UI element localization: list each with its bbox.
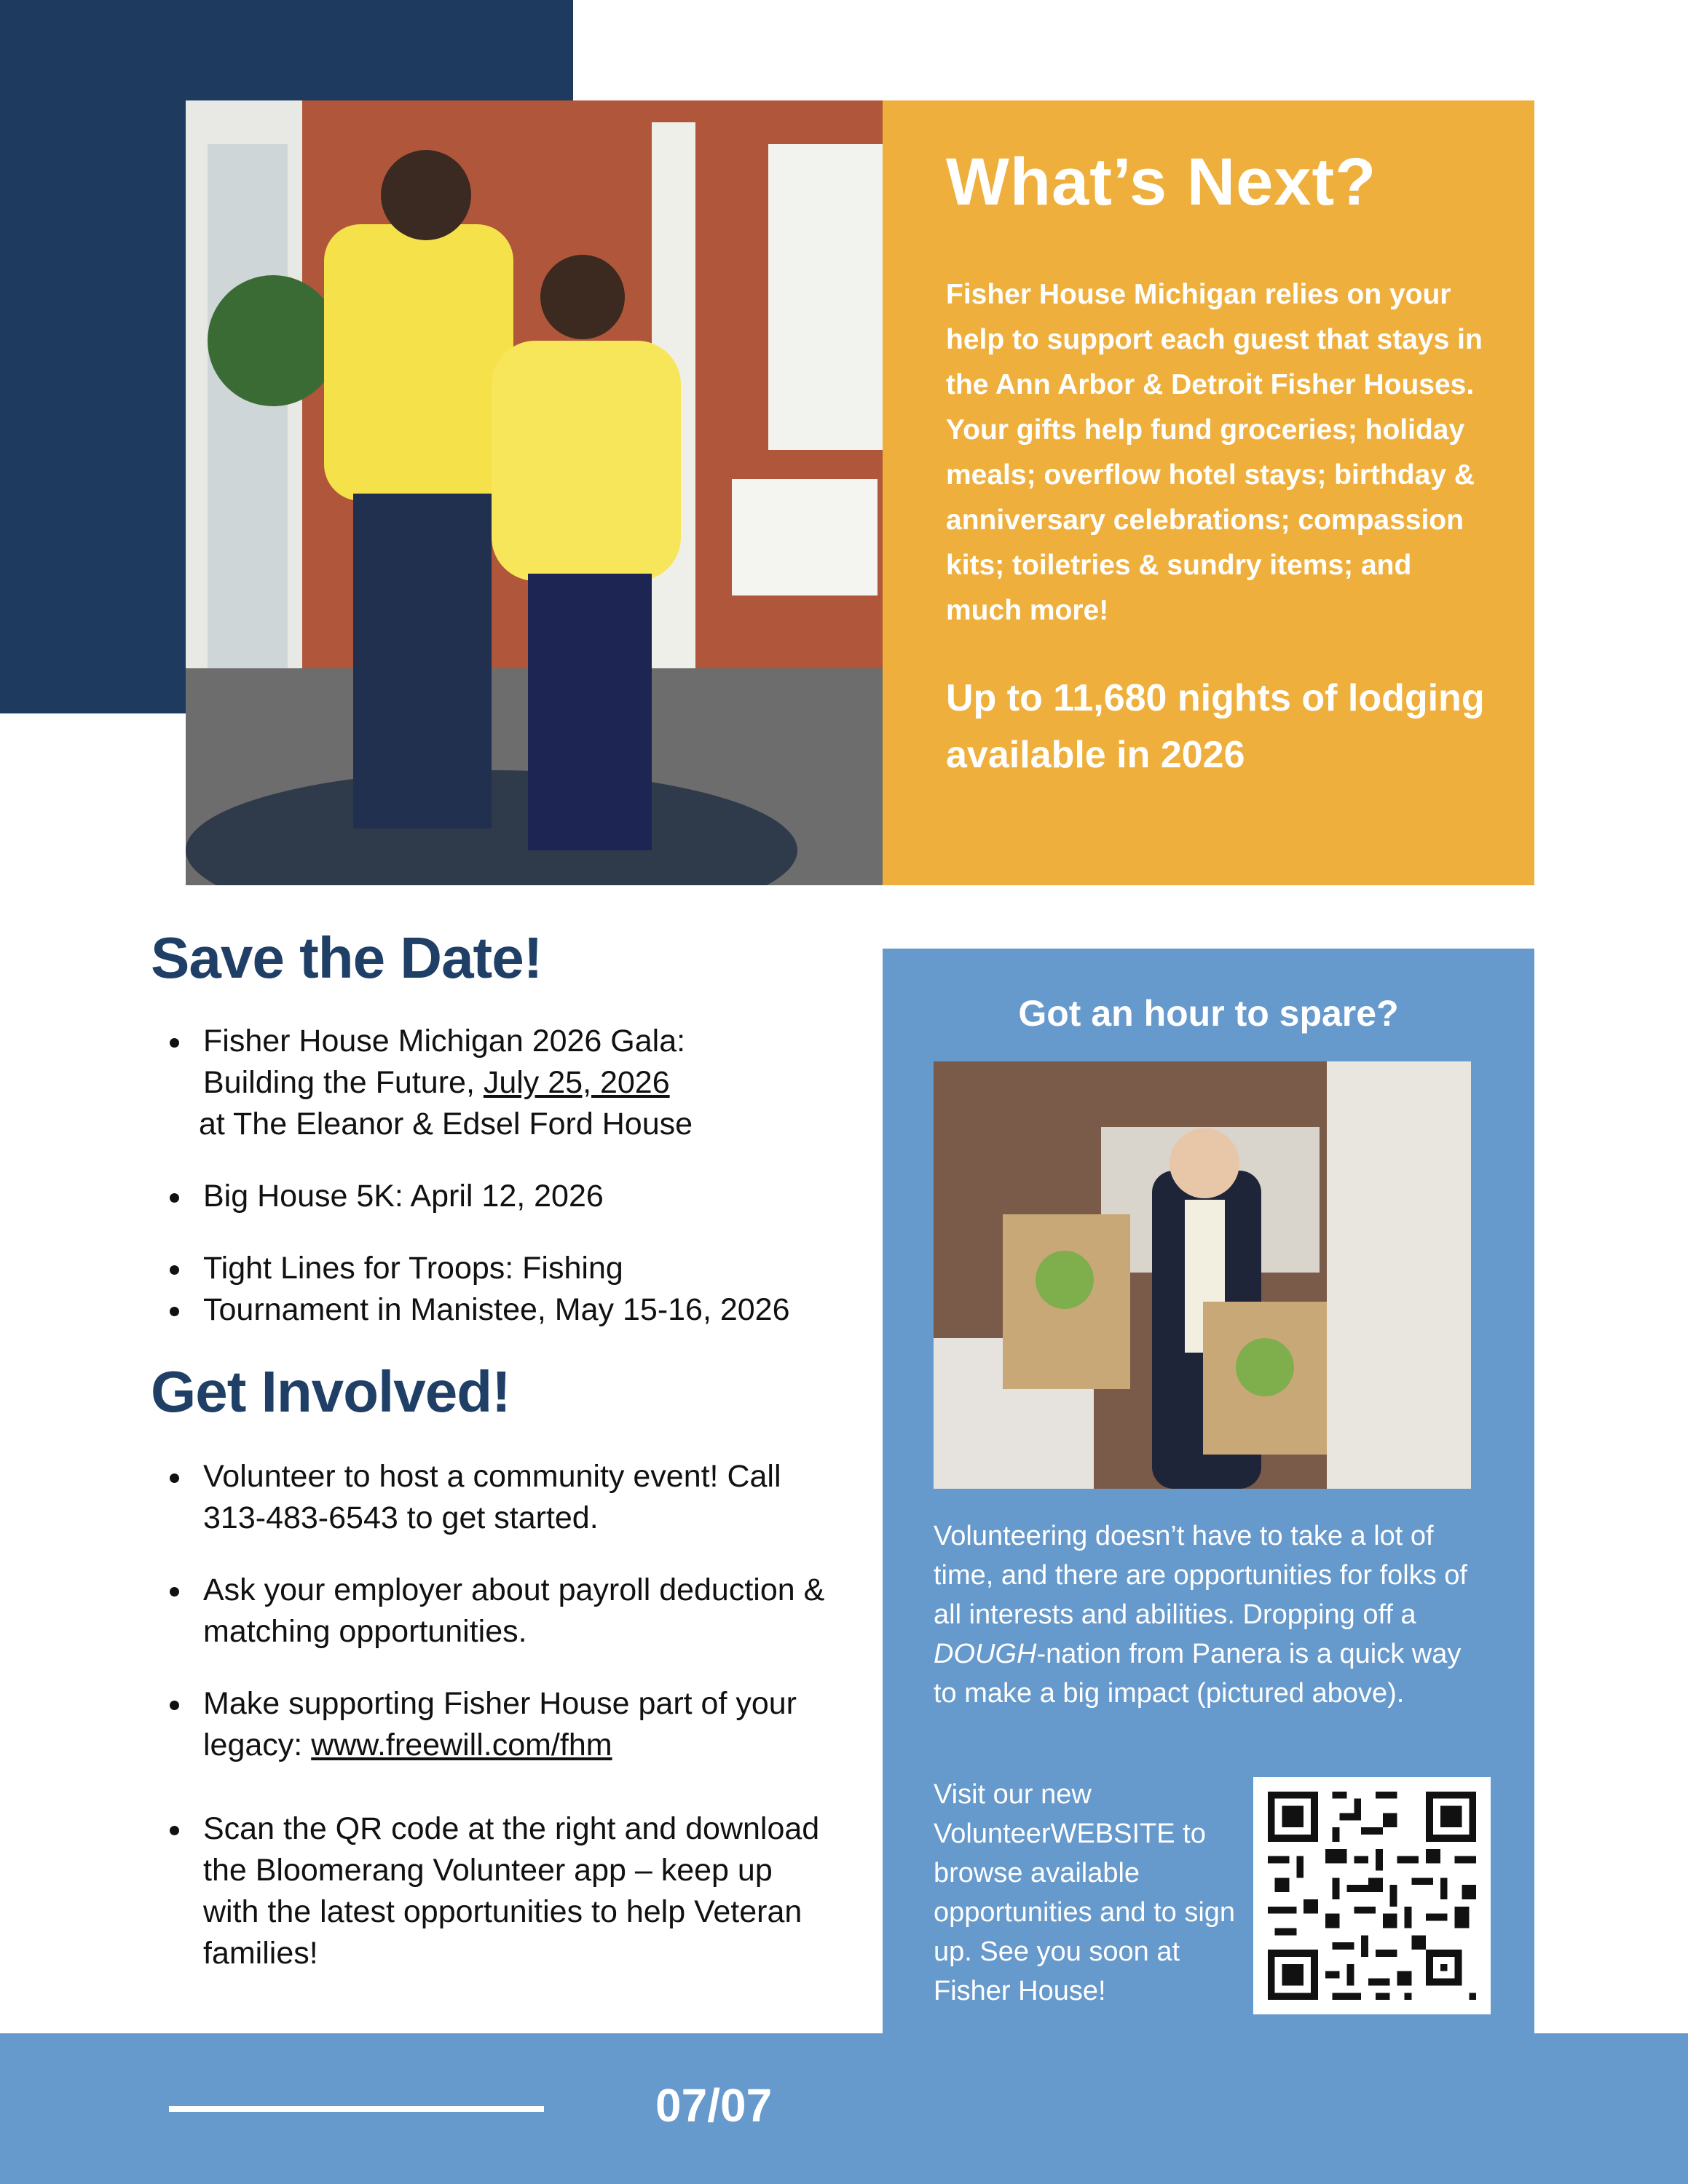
- volunteer-website-text: Visit our new VolunteerWEBSITE to browse available opportunities and to sign up. See you soon at Fisher House!: [934, 1779, 1236, 2006]
- left-column: [151, 925, 864, 1974]
- events-list: [151, 1021, 864, 1331]
- volunteer-card-title: Got an hour to spare?: [1018, 993, 1399, 1034]
- volunteer-description: Volunteering doesn’t have to take a lot of time, and there are opportunities for folks of all interests and abilities. Dropping off a DOUGH-nation from Panera is a quick way to make a big impact (pictured above).: [934, 1521, 1467, 1709]
- volunteer-card: [883, 949, 1534, 2033]
- freewill-link[interactable]: www.freewill.com/fhm: [311, 1728, 612, 1762]
- whats-next-panel: [883, 100, 1534, 885]
- involvement-list: [151, 1456, 835, 1974]
- list-item-legacy: Make supporting Fisher House part of your legacy: www.freewill.com/fhm: [151, 1683, 835, 1766]
- list-item-gala: Fisher House Michigan 2026 Gala: Building the Future, July 25, 2026 at The Eleanor & Edsel Ford House: [151, 1021, 864, 1145]
- gala-date-link[interactable]: July 25, 2026: [483, 1065, 670, 1100]
- get-involved-title: Get Involved!: [151, 1359, 510, 1424]
- footer-divider: [169, 2106, 544, 2112]
- page-number: 07/07: [655, 2079, 773, 2132]
- list-item-payroll: Ask your employer about payroll deduction & matching opportunities.: [151, 1570, 835, 1653]
- volunteer-panera-photo: [934, 1061, 1471, 1489]
- whats-next-body: Fisher House Michigan relies on your help to support each guest that stays in the Ann Arbor & Detroit Fisher Houses. Your gifts help fund groceries; holiday meals; overflow hotel stays; birthday & anniversary celebrations; compassion kits; toiletries & sundry items; and much more!: [946, 278, 1483, 626]
- list-item-tournament: Tournament in Manistee, May 15-16, 2026: [151, 1289, 864, 1331]
- couple-photo: [186, 100, 883, 885]
- footer-bar: [0, 2033, 1688, 2184]
- whats-next-title: What’s Next?: [946, 145, 1377, 219]
- list-item-5k: Big House 5K: April 12, 2026: [151, 1176, 864, 1217]
- lodging-stat: Up to 11,680 nights of lodging available in 2026: [946, 676, 1485, 776]
- volunteer-qr-code[interactable]: [1253, 1777, 1491, 2014]
- save-the-date-title: Save the Date!: [151, 925, 543, 990]
- list-item-fishing: Tight Lines for Troops: Fishing: [151, 1248, 864, 1289]
- list-item-volunteer: Volunteer to host a community event! Call 313-483-6543 to get started.: [151, 1456, 835, 1539]
- list-item-qr: Scan the QR code at the right and download the Bloomerang Volunteer app – keep up with the latest opportunities to help Veteran families!: [151, 1808, 835, 1974]
